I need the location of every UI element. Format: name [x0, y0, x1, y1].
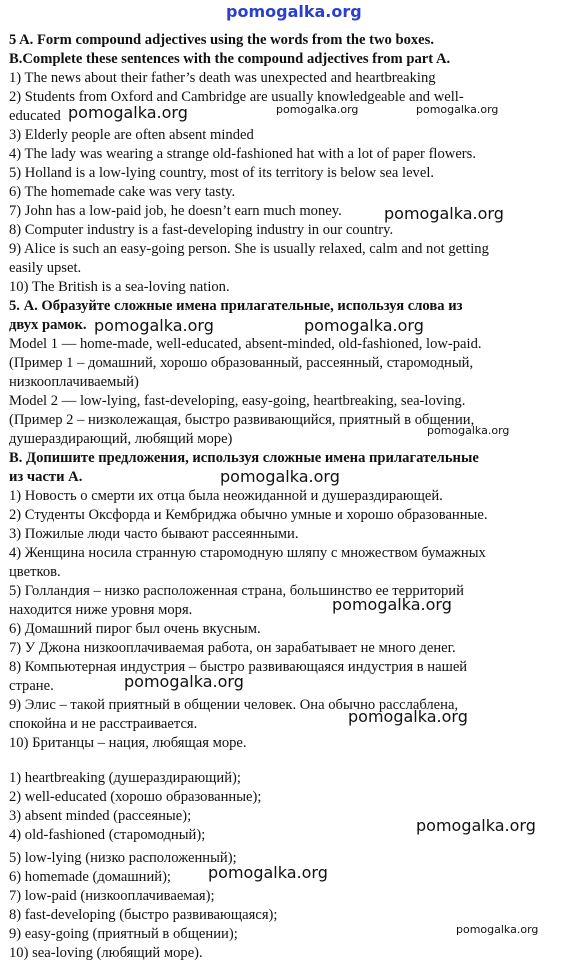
russian-sentence-1: 1) Новость о смерти их отца была неожиданной и душераздирающей. [9, 488, 443, 504]
model-1-translation: (Пример 1 – домашний, хорошо образованный, рассеянный, старомодный, [9, 355, 474, 371]
english-sentence-9-cont: easily upset. [9, 260, 82, 276]
english-sentence-1: 1) The news about their father’s death was unexpected and heartbreaking [9, 70, 436, 86]
answer-item: 9) easy-going (приятный в общении); [9, 926, 238, 942]
exercise-heading-b: B.Complete these sentences with the compound adjectives from part A. [9, 51, 451, 67]
watermark: pomogalka.org [276, 103, 359, 116]
russian-sentence-4-cont: цветков. [9, 564, 61, 580]
model-2: Model 2 — low-lying, fast-developing, easy-going, heartbreaking, sea-loving. [9, 393, 466, 409]
model-2-translation-cont: душераздирающий, любящий море) [9, 431, 233, 447]
watermark: pomogalka.org [416, 103, 499, 116]
answer-item: 4) old-fashioned (старомодный); [9, 827, 206, 843]
russian-sentence-3: 3) Пожилые люди часто бывают рассеянными. [9, 526, 299, 542]
english-sentence-5: 5) Holland is a low-lying country, most of its territory is below sea level. [9, 165, 435, 181]
watermark: pomogalka.org [456, 923, 539, 936]
russian-sentence-7: 7) У Джона низкооплачиваемая работа, он зарабатывает не много денег. [9, 640, 456, 656]
english-sentence-7: 7) John has a low-paid job, he doesn’t earn much money. [9, 203, 342, 219]
russian-sentence-5-cont: находится ниже уровня моря. [9, 602, 193, 618]
russian-sentence-2: 2) Студенты Оксфорда и Кембриджа обычно умные и хорошо образованные. [9, 507, 488, 523]
russian-heading-a-cont: двух рамок. [9, 317, 87, 333]
watermark: pomogalka.org [124, 672, 244, 691]
answer-item: 3) absent minded (рассеяные); [9, 808, 192, 824]
watermark: pomogalka.org [304, 316, 424, 335]
exercise-heading-a: 5 A. Form compound adjectives using the words from the two boxes. [9, 32, 434, 48]
watermark: pomogalka.org [416, 816, 536, 835]
english-sentence-3: 3) Elderly people are often absent minded [9, 127, 254, 143]
model-1-translation-cont: низкооплачиваемый) [9, 374, 139, 390]
model-2-translation: (Пример 2 – низколежащая, быстро развивающийся, приятный в общении, [9, 412, 475, 428]
english-sentence-10: 10) The British is a sea-loving nation. [9, 279, 230, 295]
russian-sentence-6: 6) Домашний пирог был очень вкусным. [9, 621, 261, 637]
russian-sentence-9-cont: спокойна и не расстраивается. [9, 716, 198, 732]
russian-sentence-8-cont: стране. [9, 678, 54, 694]
watermark: pomogalka.org [68, 103, 188, 122]
answer-item: 7) low-paid (низкооплачиваемая); [9, 888, 215, 904]
english-sentence-2-cont: educated [9, 108, 61, 124]
russian-heading-a: 5. А. Образуйте сложные имена прилагательные, используя слова из [9, 298, 463, 314]
watermark: pomogalka.org [348, 707, 468, 726]
russian-heading-b-cont: из части А. [9, 469, 83, 485]
russian-sentence-4: 4) Женщина носила странную старомодную шляпу с множеством бумажных [9, 545, 486, 561]
watermark: pomogalka.org [208, 863, 328, 882]
watermark: pomogalka.org [332, 595, 452, 614]
answer-item: 1) heartbreaking (душераздирающий); [9, 770, 241, 786]
english-sentence-8: 8) Computer industry is a fast-developing industry in our country. [9, 222, 394, 238]
watermark: pomogalka.org [427, 424, 510, 437]
watermark: pomogalka.org [384, 204, 504, 223]
answer-item: 10) sea-loving (любящий море). [9, 945, 203, 961]
english-sentence-4: 4) The lady was wearing a strange old-fashioned hat with a lot of paper flowers. [9, 146, 476, 162]
model-1: Model 1 — home-made, well-educated, absent-minded, old-fashioned, low-paid. [9, 336, 482, 352]
watermark-top: pomogalka.org [226, 2, 362, 21]
english-sentence-9: 9) Alice is such an easy-going person. She is usually relaxed, calm and not getting [9, 241, 489, 257]
watermark: pomogalka.org [94, 316, 214, 335]
watermark: pomogalka.org [220, 467, 340, 486]
russian-sentence-5: 5) Голландия – низко расположенная страна, большинство ее территорий [9, 583, 464, 599]
answer-item: 6) homemade (домашний); [9, 869, 171, 885]
russian-heading-b: В. Допишите предложения, используя сложные имена прилагательные [9, 450, 479, 466]
russian-sentence-9: 9) Элис – такой приятный в общении человек. Она обычно расслаблена, [9, 697, 459, 713]
english-sentence-2: 2) Students from Oxford and Cambridge are usually knowledgeable and well- [9, 89, 464, 105]
answer-item: 8) fast-developing (быстро развивающаяся); [9, 907, 278, 923]
russian-sentence-10: 10) Британцы – нация, любящая море. [9, 735, 247, 751]
answer-item: 2) well-educated (хорошо образованные); [9, 789, 262, 805]
english-sentence-6: 6) The homemade cake was very tasty. [9, 184, 236, 200]
answer-item: 5) low-lying (низко расположенный); [9, 850, 237, 866]
russian-sentence-8: 8) Компьютерная индустрия – быстро развивающаяся индустрия в нашей [9, 659, 468, 675]
